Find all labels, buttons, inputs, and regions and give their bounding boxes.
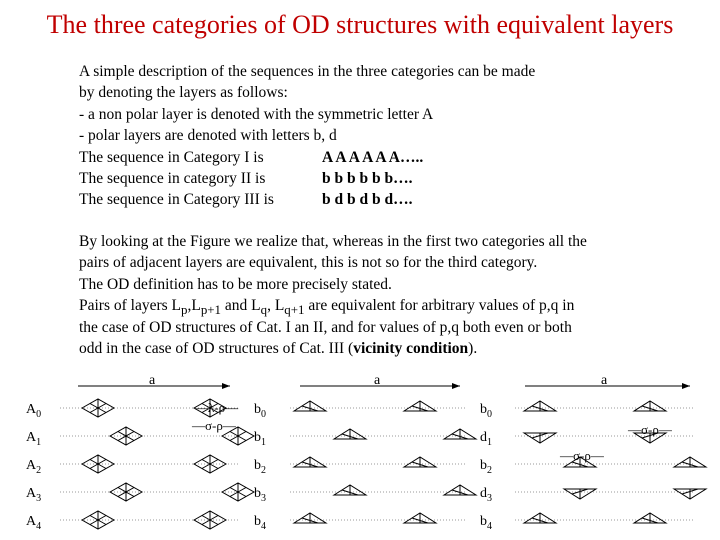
- discussion-paragraph: [79, 231, 587, 359]
- od-layers-figure: [0, 368, 720, 540]
- sequence-value: b b b b b b….: [322, 169, 413, 187]
- discussion-line-1: By looking at the Figure we realize that, whereas in the first two categories all the: [79, 233, 587, 250]
- symmetric-layer-icon: [82, 455, 114, 473]
- description-line-3: - a non polar layer is denoted with the symmetric letter A: [79, 105, 434, 123]
- polar-layer-up-icon: [444, 485, 476, 495]
- description-line-1: A simple description of the sequences in the three categories can be made: [79, 63, 536, 80]
- discussion-line-2: pairs of adjacent layers are equivalent, this is not so for the third category.: [79, 254, 538, 272]
- polar-layer-b-icon: [524, 513, 556, 523]
- discussion-line-6: odd in the case of OD structures of Cat. III (vicinity condition).: [79, 339, 478, 357]
- layer-label-b3: $b_3$: [254, 486, 266, 504]
- discussion-line-5: the case of OD structures of Cat. I an II, and for values of p,q both even or both: [79, 318, 572, 336]
- layer-label-a3: $A_3$: [26, 486, 42, 504]
- polar-layer-b-icon: [524, 401, 556, 411]
- layer-label-d1: $d_1$: [480, 430, 492, 448]
- sequence-category-2: [79, 168, 535, 189]
- polar-layer-b-icon: [634, 513, 666, 523]
- polar-layer-up-icon: [334, 485, 366, 495]
- layer-label-a4: $A_4$: [26, 514, 42, 532]
- sequence-label: The sequence in Category III is: [79, 191, 274, 209]
- description-paragraph: [79, 61, 535, 211]
- polar-layer-d-icon: [674, 489, 706, 499]
- layer-label-d3: $d_3$: [480, 486, 492, 504]
- axis-label-a-3: a: [601, 373, 608, 388]
- layer-label-b2: $b_2$: [480, 458, 492, 476]
- sequence-value: b d b d b d….: [322, 191, 413, 209]
- layer-label-b2: $b_2$: [254, 458, 266, 476]
- layer-label-b0: $b_0$: [480, 402, 492, 420]
- polar-layer-b-icon: [634, 401, 666, 411]
- axis-label-a-2: a: [374, 373, 381, 388]
- axis-a-arrow-2-head: [452, 383, 460, 389]
- discussion-line-3: The OD definition has to be more precisely stated.: [79, 275, 392, 293]
- axis-a-arrow-1-head: [222, 383, 230, 389]
- polar-layer-up-icon: [404, 513, 436, 523]
- layer-label-a1: $A_1$: [26, 430, 42, 448]
- slide-title: The three categories of OD structures with equivalent layers: [46, 10, 674, 39]
- polar-layer-up-icon: [294, 457, 326, 467]
- polar-layer-b-icon: [674, 457, 706, 467]
- polar-layer-up-icon: [444, 429, 476, 439]
- vicinity-condition: vicinity condition: [353, 339, 469, 357]
- layer-label-b1: $b_1$: [254, 430, 266, 448]
- description-line-2: by denoting the layers as follows:: [79, 84, 288, 102]
- layer-label-b0: $b_0$: [254, 402, 266, 420]
- operation-sigma-rho-panel1: —σ-ρ—: [192, 418, 236, 433]
- layer-label-b4: $b_4$: [480, 514, 492, 532]
- operation-sigma-rho-panel3a: —σ-ρ—: [628, 422, 672, 437]
- polar-layer-up-icon: [404, 457, 436, 467]
- symmetric-layer-icon: [82, 511, 114, 529]
- operation-lambda-rho: —λ-ρ—: [195, 400, 239, 415]
- sequence-category-3: [79, 189, 535, 210]
- axis-label-a-1: a: [149, 373, 156, 388]
- symmetric-layer-icon: [82, 399, 114, 417]
- sequence-label: The sequence in Category I is: [79, 148, 264, 166]
- operation-sigma-rho-panel3b: —σ-ρ—: [560, 448, 604, 463]
- symmetric-layer-icon: [222, 483, 254, 501]
- polar-layer-up-icon: [294, 513, 326, 523]
- polar-layer-d-icon: [564, 489, 596, 499]
- sequence-category-1: [79, 147, 535, 168]
- polar-layer-d-icon: [524, 433, 556, 443]
- sequence-value: A A A A A A…..: [322, 148, 424, 166]
- layer-label-a2: $A_2$: [26, 458, 42, 476]
- polar-layer-up-icon: [334, 429, 366, 439]
- axis-a-arrow-3-head: [682, 383, 690, 389]
- sequence-label: The sequence in category II is: [79, 169, 266, 187]
- layer-label-b4: $b_4$: [254, 514, 266, 532]
- description-line-4: - polar layers are denoted with letters b, d: [79, 127, 337, 145]
- layer-label-a0: $A_0$: [26, 402, 42, 420]
- polar-layer-up-icon: [294, 401, 326, 411]
- polar-layer-up-icon: [404, 401, 436, 411]
- discussion-line-4: Pairs of layers $L_p,L_{p+1}$ and $L_q$, $L_{q+1}$ are equivalent for arbitrary values of p,q in: [79, 297, 575, 318]
